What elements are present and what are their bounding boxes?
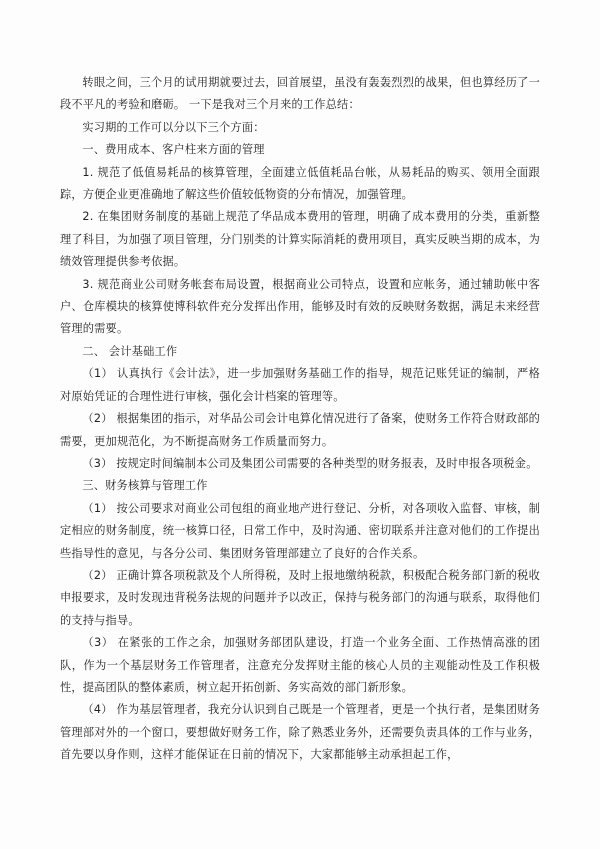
paragraph: （1） 按公司要求对商业公司包组的商业地产进行登记、分析，对各项收入监督、审核，制定相应的财务制度，统一核算口径，日常工作中，及时沟通、密切联系并注意对他们的工作提出些指导性的意见，与各分公司、集团财务管理部建立了良好的合作关系。 [60,501,540,560]
paragraph: （3） 按规定时间编制本公司及集团公司需要的各种类型的财务报表，及时申报各项税金。 [82,456,538,470]
paragraph: （2） 根据集团的指示，对华品公司会计电算化情况进行了备案，使财务工作符合财政部的需要，更加规范化，为不断提高财务工作质量而努力。 [60,412,540,448]
paragraph: 1. 规范了低值易耗品的核算管理，全面建立低值耗品台帐，从易耗品的购买、领用全面跟踪，方便企业更准确地了解这些价值较低物资的分布情况，加强管理。 [60,165,540,202]
paragraph: （4） 作为基层管理者，我充分认识到自己既是一个管理者，更是一个执行者，是集团财务管理部对外的一个窗口，要想做好财务工作，除了熟悉业务外，还需要负责具体的工作与业务，首先要以身作则，这样才能保证在日前的情况下，大家都能够主动承担起工作， [60,703,540,762]
paragraph: 3. 规范商业公司财务帐套布局设置，根据商业公司特点，设置和应帐务，通过辅助帐中客户、仓库模块的核算使博科软件充分发挥出作用，能够及时有效的反映财务数据，满足未来经营管理的需要。 [60,277,540,336]
section-heading: 三、财务核算与管理工作 [82,479,208,493]
paragraph: 实习期的工作可以分以下三个方面： [82,120,265,134]
section-heading: 一、费用成本、客户柱来方面的管理 [82,143,265,157]
paragraph: 2. 在集团财务制度的基础上规范了华品成本费用的管理，明确了成本费用的分类，重新整理了科目，为加强了项目管理，分门别类的计算实际消耗的费用项目，真实反映当期的成本，为绩效管理提供参考依据。 [60,210,540,269]
paragraph: （2） 正确计算各项税款及个人所得税，及时上报地缴纳税款，积极配合税务部门新的税收申报要求，及时发现违背税务法规的问题并予以改正，保持与税务部门的沟通与联系，取得他们的支持与指导。 [60,568,540,627]
paragraph: （1） 认真执行《会计法》，进一步加强财务基础工作的指导，规范记账凭证的编制，严格对原始凭证的合理性进行审核，强化会计档案的管理等。 [60,367,540,403]
section-heading: 二、 会计基础工作 [82,344,178,358]
paragraph: （3） 在紧张的工作之余，加强财务部团队建设，打造一个业务全面、工作热情高涨的团队，作为一个基层财务工作管理者，注意充分发挥财主能的核心人员的主观能动性及工作积极性，提高团队的整体素质，树立起开拓创新、务实高效的部门新形象。 [60,636,540,694]
paragraph: 转眼之间，三个月的试用期就要过去，回首展望，虽没有轰轰烈烈的战果，但也算经历了一段不平凡的考验和磨砺。 一下是我对三个月来的工作总结： [60,76,540,112]
document-body [60,72,540,767]
